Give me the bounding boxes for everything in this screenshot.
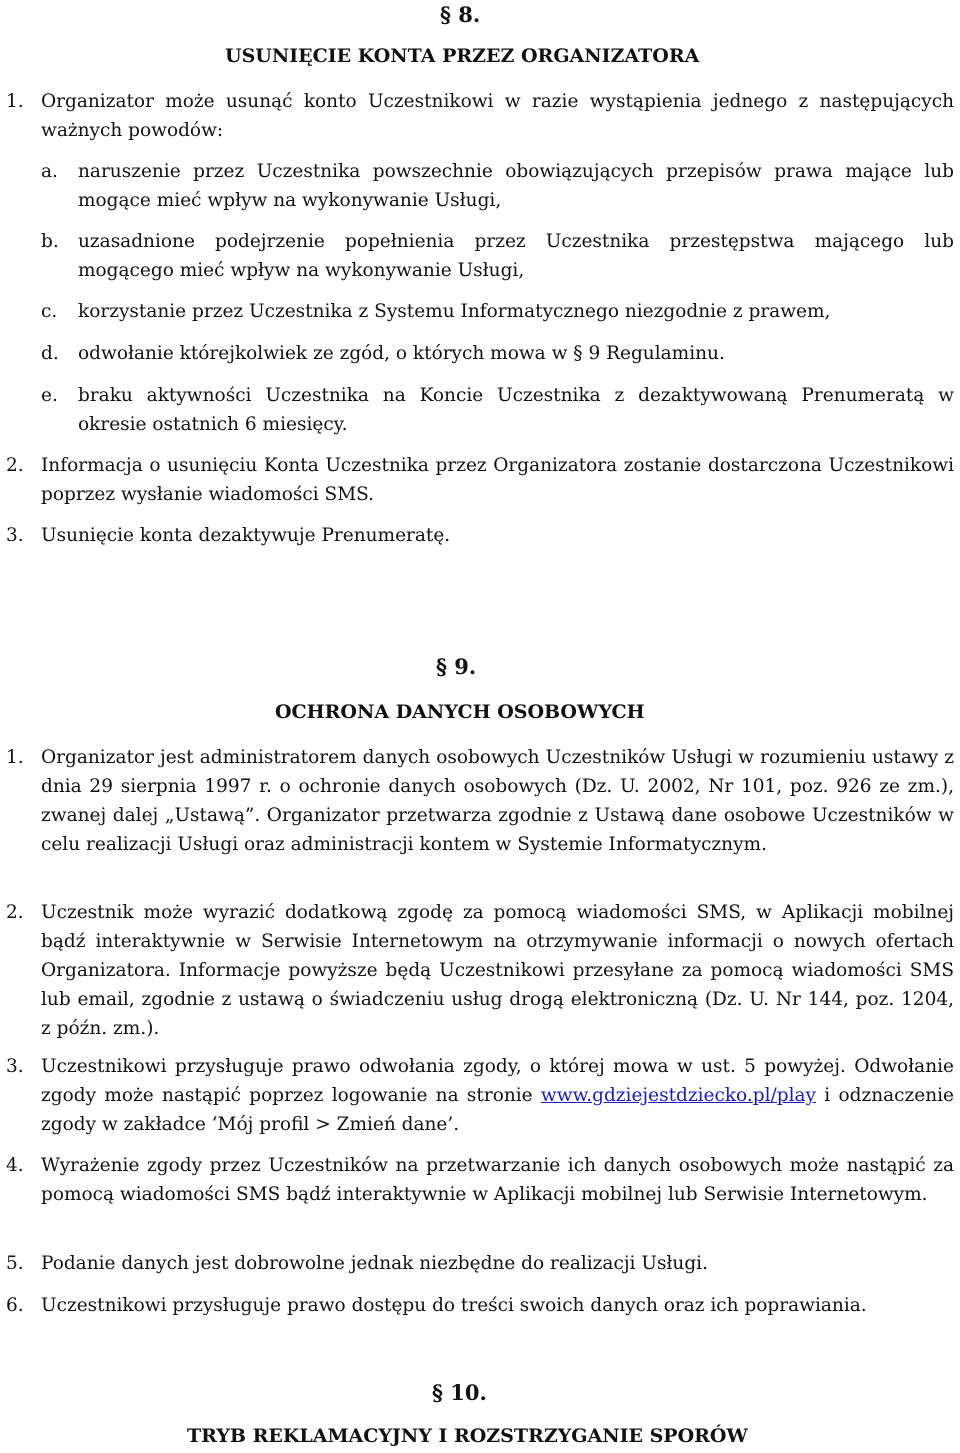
s9-item-5-text: Podanie danych jest dobrowolne jednak niezbędne do realizacji Usługi.	[41, 1253, 708, 1274]
s8-subitem-c-letter: c.	[41, 301, 58, 322]
s8-subitem-d-letter: d.	[41, 343, 59, 364]
s8-subitem-b-text: uzasadnione podejrzenie popełnienia przez Uczestnika przestępstwa mającego lub mogącego mieć wpływ na wykonywanie Usługi,	[78, 231, 954, 281]
s9-item-4-text: Wyrażenie zgody przez Uczestników na przetwarzanie ich danych osobowych może nastąpić za pomocą wiadomości SMS bądź interaktywnie w Aplikacji mobilnej lub Serwisie Internetowym.	[41, 1155, 954, 1205]
s9-item-1-text: Organizator jest administratorem danych osobowych Uczestników Usługi w rozumieniu ustawy z dnia 29 sierpnia 1997 r. o ochronie danych osobowych (Dz. U. 2002, Nr 101, poz. 926 ze zm.), zwanej dalej „Ustawą”. Organizator przetwarza zgodnie z Ustawą dane osobowe Uczestników w celu realizacji Usługi oraz administracji kontem w Systemie Informatycznym.	[41, 747, 954, 855]
s8-subitem-a-text: naruszenie przez Uczestnika powszechnie obowiązujących przepisów prawa mające lub mogące mieć wpływ na wykonywanie Usługi,	[78, 161, 954, 211]
section-8-number: § 8.	[440, 2, 481, 27]
s8-item-2-number: 2.	[6, 455, 24, 476]
s8-item-3-text: Usunięcie konta dezaktywuje Prenumeratę.	[41, 525, 451, 546]
s9-item-4	[0, 1151, 954, 1209]
s8-subitem-a-letter: a.	[41, 161, 58, 182]
s8-subitem-d	[0, 339, 954, 368]
s9-item-4-number: 4.	[6, 1155, 24, 1176]
s8-subitem-e-letter: e.	[41, 385, 58, 406]
s9-item-3-number: 3.	[6, 1056, 24, 1077]
s8-subitem-c-text: korzystanie przez Uczestnika z Systemu Informatycznego niezgodnie z prawem,	[78, 301, 831, 322]
s9-item-5-number: 5.	[6, 1253, 24, 1274]
section-9-title: OCHRONA DANYCH OSOBOWYCH	[275, 701, 645, 723]
s8-item-2	[0, 451, 954, 509]
s9-item-6-text: Uczestnikowi przysługuje prawo dostępu do treści swoich danych oraz ich poprawiania.	[41, 1295, 867, 1316]
s8-item-3-number: 3.	[6, 525, 24, 546]
s8-subitem-d-text: odwołanie którejkolwiek ze zgód, o których mowa w § 9 Regulaminu.	[78, 343, 725, 364]
section-9-number: § 9.	[436, 654, 477, 679]
section-8-title: USUNIĘCIE KONTA PRZEZ ORGANIZATORA	[225, 45, 700, 67]
section-10-title: TRYB REKLAMACYJNY I ROZSTRZYGANIE SPORÓW	[187, 1425, 748, 1447]
s8-subitem-b-letter: b.	[41, 231, 59, 252]
s9-item-2-text: Uczestnik może wyrazić dodatkową zgodę za pomocą wiadomości SMS, w Aplikacji mobilnej bądź interaktywnie w Serwisie Internetowym na otrzymywanie informacji o nowych ofertach Organizatora. Informacje powyższe będą Uczestnikowi przesyłane za pomocą wiadomości SMS lub email, zgodnie z ustawą o świadczeniu usług drogą elektroniczną (Dz. U. Nr 144, poz. 1204, z późn. zm.).	[41, 902, 954, 1039]
s9-item-3-text-after: i odznaczenie zgody w zakładce ‘Mój profil > Zmień dane’.	[41, 1085, 954, 1135]
s9-item-3-text-before: Uczestnikowi przysługuje prawo odwołania zgody, o której mowa w ust. 5 powyżej. Odwołanie zgody może nastąpić poprzez logowanie na stronie	[41, 1056, 954, 1106]
s9-item-2-number: 2.	[6, 902, 24, 923]
s8-item-2-text: Informacja o usunięciu Konta Uczestnika przez Organizatora zostanie dostarczona Uczestnikowi poprzez wysłanie wiadomości SMS.	[41, 455, 954, 505]
s8-item-1	[0, 87, 954, 145]
s8-item-3	[0, 521, 954, 550]
s8-subitem-a	[0, 157, 954, 215]
s9-item-6-number: 6.	[6, 1295, 24, 1316]
s9-item-1-number: 1.	[6, 747, 24, 768]
s8-subitem-e	[0, 381, 954, 439]
s9-item-1	[0, 743, 954, 859]
section-10-number: § 10.	[432, 1380, 487, 1405]
s9-item-6	[0, 1291, 954, 1320]
s9-item-3-text	[41, 1052, 954, 1139]
website-link[interactable]: www.gdziejestdziecko.pl/play	[540, 1085, 816, 1106]
s8-subitem-b	[0, 227, 954, 285]
s8-subitem-c	[0, 297, 954, 326]
s8-item-1-text: Organizator może usunąć konto Uczestnikowi w razie wystąpienia jednego z następujących ważnych powodów:	[41, 91, 954, 141]
s9-item-5	[0, 1249, 954, 1278]
s8-subitem-e-text: braku aktywności Uczestnika na Koncie Uczestnika z dezaktywowaną Prenumeratą w okresie ostatnich 6 miesięcy.	[78, 385, 954, 435]
s8-item-1-number: 1.	[6, 91, 24, 112]
s9-item-3	[0, 1052, 954, 1139]
s9-item-2	[0, 898, 954, 1043]
